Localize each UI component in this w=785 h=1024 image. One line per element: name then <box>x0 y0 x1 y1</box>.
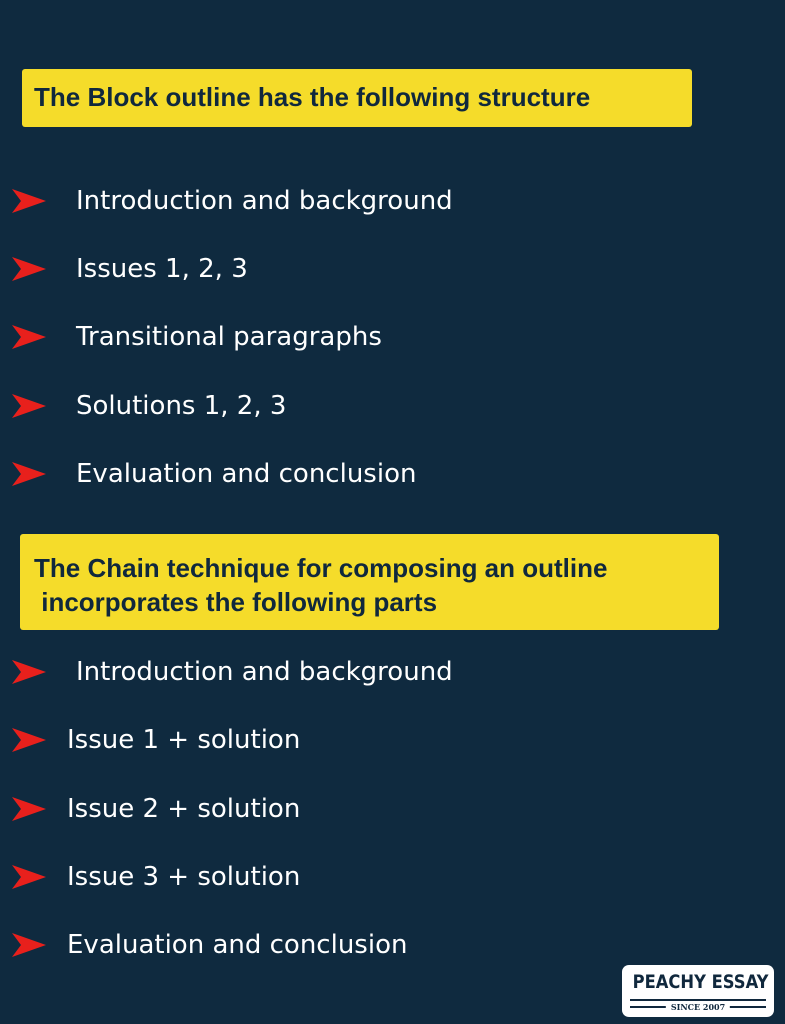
list-item-label: Introduction and background <box>76 186 453 216</box>
chain-technique-heading-line: The Chain technique for composing an outline <box>34 553 608 583</box>
red-arrow-bullet-icon <box>12 660 46 684</box>
list-item <box>0 789 760 829</box>
chain-technique-heading-line: incorporates the following parts <box>34 587 438 617</box>
list-item <box>0 720 760 760</box>
list-item-label: Issue 2 + solution <box>67 794 301 824</box>
peachy-essay-logo <box>622 965 774 1017</box>
list-item <box>0 652 760 692</box>
list-item-label: Issues 1, 2, 3 <box>76 254 248 284</box>
red-arrow-bullet-icon <box>12 797 46 821</box>
red-arrow-bullet-icon <box>12 865 46 889</box>
list-item-label: Introduction and background <box>76 657 453 687</box>
list-item <box>0 857 760 897</box>
red-arrow-bullet-icon <box>12 189 46 213</box>
red-arrow-bullet-icon <box>12 325 46 349</box>
list-item <box>0 386 760 426</box>
list-item <box>0 181 760 221</box>
list-item-label: Evaluation and conclusion <box>67 930 408 960</box>
red-arrow-bullet-icon <box>12 728 46 752</box>
logo-name: PEACHY ESSAY <box>632 971 769 993</box>
logo-since-label: SINCE 2007 <box>666 1002 730 1012</box>
red-arrow-bullet-icon <box>12 394 46 418</box>
chain-technique-heading <box>20 534 719 630</box>
red-arrow-bullet-icon <box>12 257 46 281</box>
list-item <box>0 925 760 965</box>
red-arrow-bullet-icon <box>12 933 46 957</box>
list-item <box>0 317 760 357</box>
list-item-label: Issue 1 + solution <box>67 725 301 755</box>
logo-divider <box>630 999 766 1001</box>
red-arrow-bullet-icon <box>12 462 46 486</box>
block-outline-heading <box>22 69 692 127</box>
list-item <box>0 249 760 289</box>
list-item <box>0 454 760 494</box>
list-item-label: Evaluation and conclusion <box>76 459 417 489</box>
block-outline-heading-text: The Block outline has the following structure <box>34 82 591 112</box>
list-item-label: Solutions 1, 2, 3 <box>76 391 287 421</box>
list-item-label: Issue 3 + solution <box>67 862 301 892</box>
list-item-label: Transitional paragraphs <box>76 322 382 352</box>
